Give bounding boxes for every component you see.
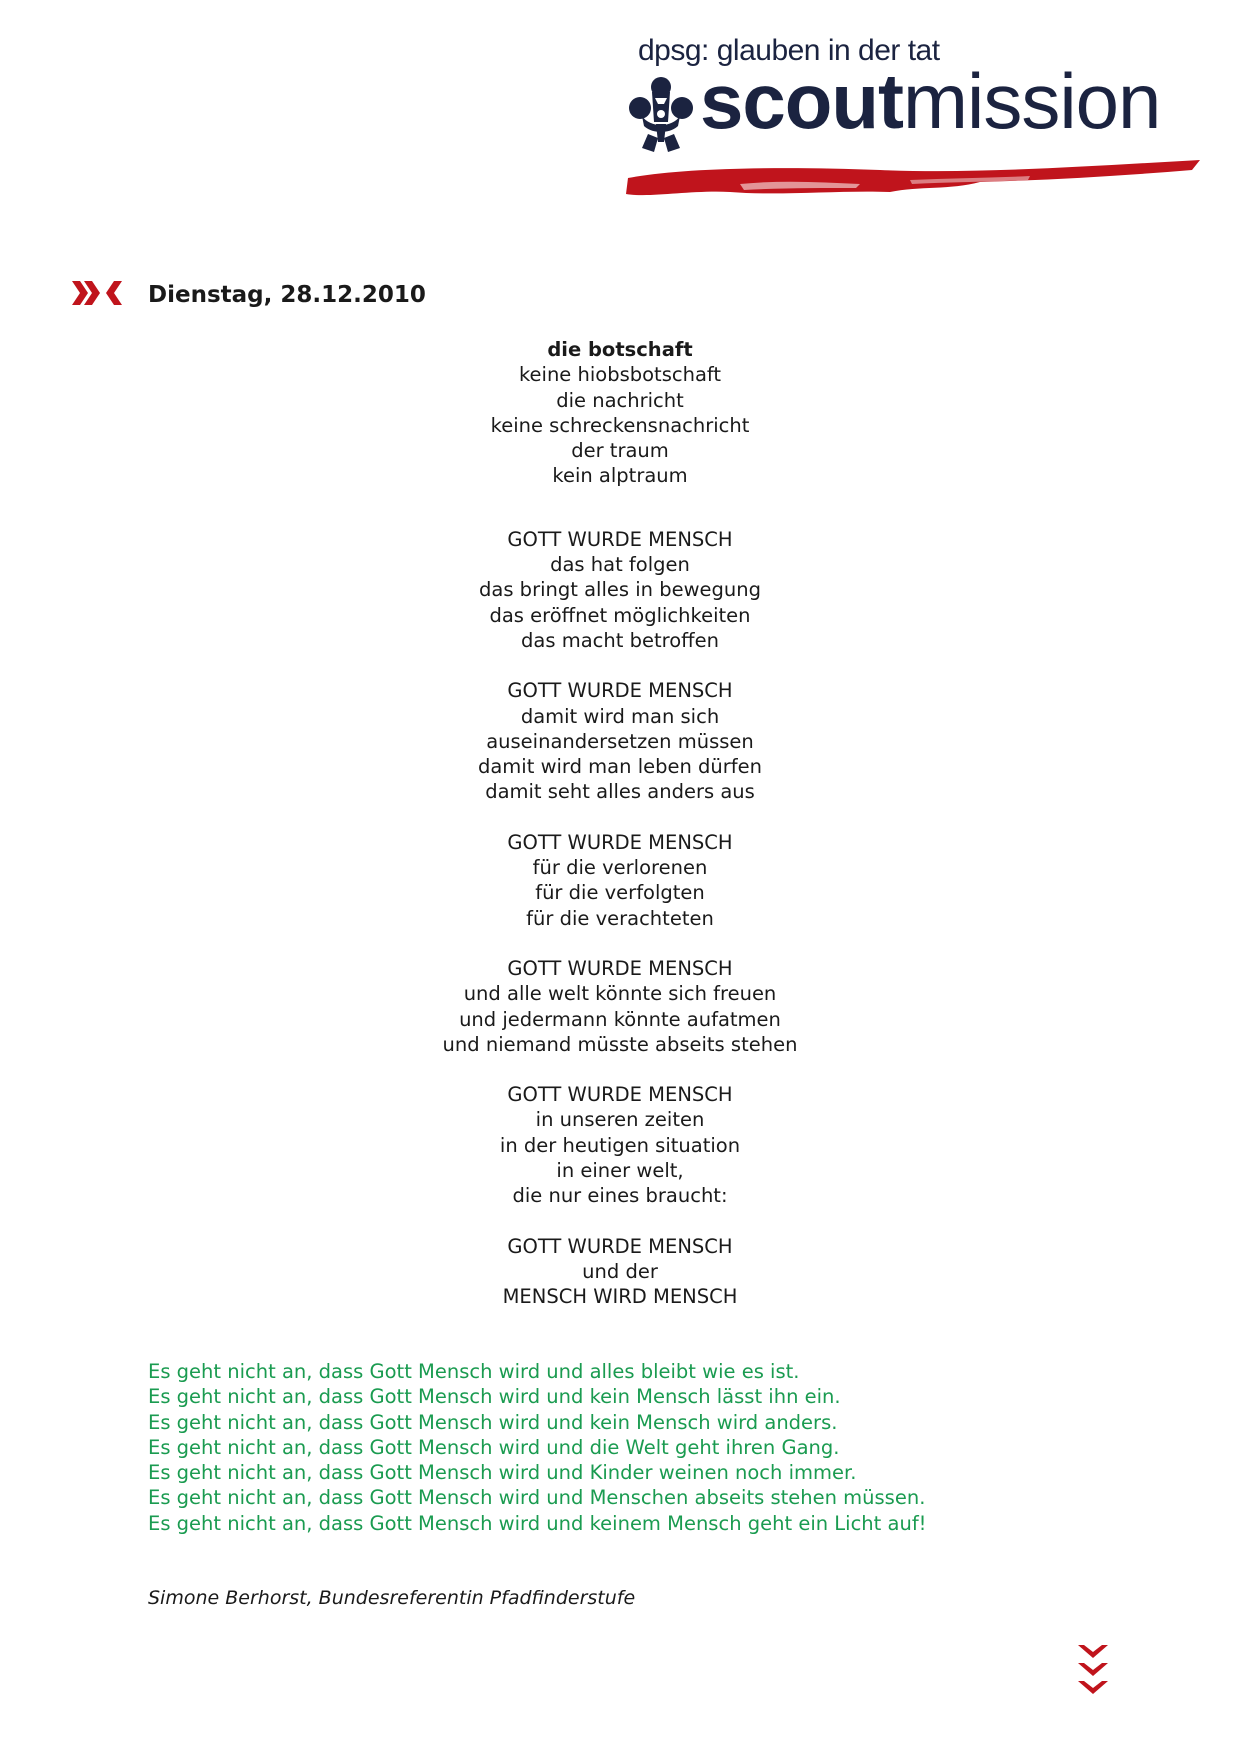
poem-line: damit wird man leben dürfen (477, 755, 763, 779)
prose-line: Es geht nicht an, dass Gott Mensch wird und Menschen abseits stehen müssen. (148, 1486, 926, 1510)
prose-line: Es geht nicht an, dass Gott Mensch wird und keinem Mensch geht ein Licht auf! (148, 1511, 927, 1535)
prose-line: Es geht nicht an, dass Gott Mensch wird und Kinder weinen noch immer. (148, 1461, 857, 1485)
poem-stanza (300, 678, 940, 804)
poem-line: GOTT WURDE MENSCH (507, 679, 733, 703)
logo-tagline: dpsg: glauben in der tat (638, 34, 940, 67)
poem-stanza (300, 1234, 940, 1310)
poem-line: und niemand müsste abseits stehen (442, 1032, 798, 1056)
prose-line: Es geht nicht an, dass Gott Mensch wird und kein Mensch wird anders. (148, 1410, 838, 1434)
logo-word-mission: mission (903, 57, 1161, 145)
poem-stanza (300, 830, 940, 931)
poem-line: keine schreckensnachricht (490, 413, 750, 437)
poem-line: und jedermann könnte aufatmen (459, 1007, 781, 1031)
poem-line: GOTT WURDE MENSCH (507, 830, 733, 854)
poem-stanza (300, 527, 940, 653)
poem-line: MENSCH WIRD MENSCH (502, 1285, 738, 1309)
prose-block (148, 1359, 927, 1536)
poem-line: und alle welt könnte sich freuen (463, 982, 777, 1006)
poem-stanza (300, 1082, 940, 1208)
poem-line: damit wird man sich (520, 704, 720, 728)
scoutmission-logo (620, 30, 1220, 190)
poem-line: in einer welt, (556, 1159, 684, 1183)
poem-line: kein alptraum (552, 464, 688, 488)
poem-title: die botschaft (547, 338, 693, 361)
date-heading: Dienstag, 28.12.2010 (148, 282, 426, 308)
poem-line: keine hiobsbotschaft (518, 363, 722, 387)
logo-word-scout: scout (700, 57, 904, 145)
poem-line: das macht betroffen (521, 628, 719, 652)
poem-stanza (300, 956, 940, 1057)
poem-line: das hat folgen (550, 553, 690, 577)
poem-line: das bringt alles in bewegung (479, 578, 761, 602)
prose-line: Es geht nicht an, dass Gott Mensch wird und die Welt geht ihren Gang. (148, 1435, 840, 1459)
prose-line: Es geht nicht an, dass Gott Mensch wird und kein Mensch lässt ihn ein. (148, 1385, 841, 1409)
author-signature: Simone Berhorst, Bundesreferentin Pfadfinderstufe (148, 1587, 636, 1609)
logo-wordmark (700, 57, 1161, 145)
poem-line: die nachricht (556, 388, 684, 412)
poem-line: GOTT WURDE MENSCH (507, 1083, 733, 1107)
poem-line: und der (582, 1259, 658, 1283)
poem-line: für die verlorenen (532, 856, 708, 880)
red-brush-stroke (620, 140, 1205, 220)
poem-stanza (300, 337, 940, 489)
poem-line: auseinandersetzen müssen (486, 729, 754, 753)
double-chevron-icon (72, 281, 122, 305)
poem-line: in unseren zeiten (535, 1108, 705, 1132)
poem-line: damit seht alles anders aus (485, 780, 755, 804)
poem-line: in der heutigen situation (499, 1133, 741, 1157)
poem (300, 337, 940, 1335)
poem-line: GOTT WURDE MENSCH (507, 527, 733, 551)
triple-chevron-down-icon (1078, 1645, 1108, 1697)
prose-line: Es geht nicht an, dass Gott Mensch wird und alles bleibt wie es ist. (148, 1360, 800, 1383)
poem-line: GOTT WURDE MENSCH (507, 1234, 733, 1258)
poem-line: für die verachteten (526, 906, 714, 930)
poem-line: GOTT WURDE MENSCH (507, 956, 733, 980)
poem-line: der traum (571, 439, 669, 463)
poem-line: die nur eines braucht: (512, 1184, 728, 1208)
poem-line: für die verfolgten (535, 881, 705, 905)
poem-line: das eröffnet möglichkeiten (489, 603, 751, 627)
